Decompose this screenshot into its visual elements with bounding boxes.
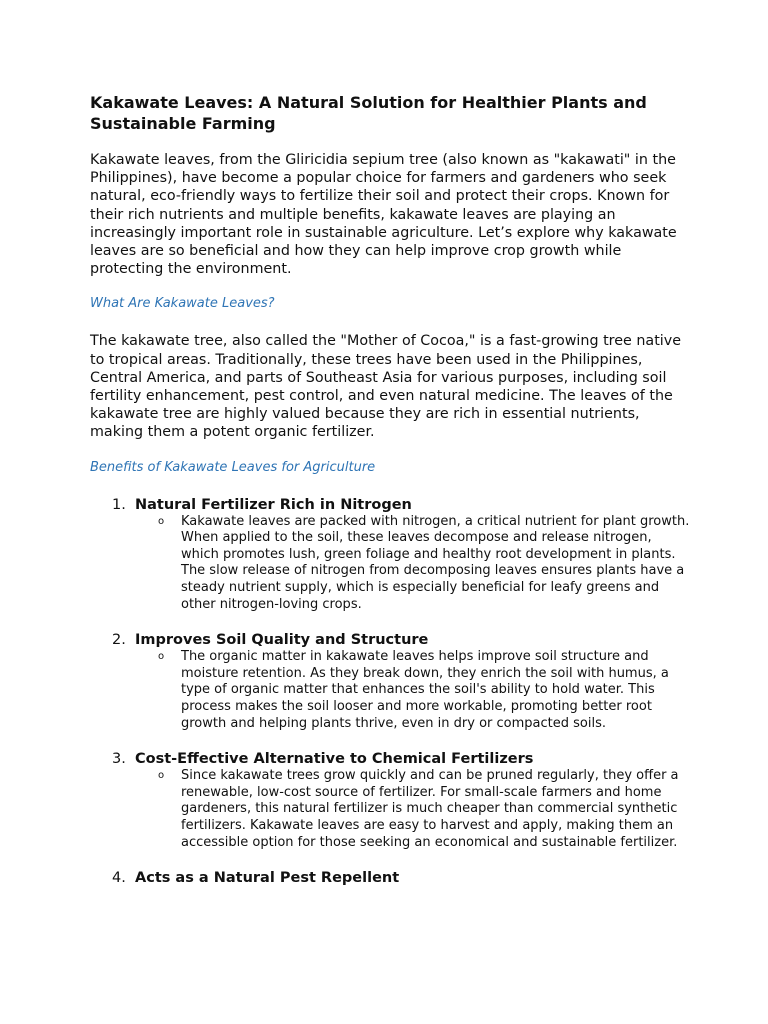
benefit-detail-bullet (135, 649, 690, 732)
benefit-detail: Since kakawate trees grow quickly and can be pruned regularly, they offer a renewable, low-cost source of fertilizer. For small-scale farmers and home gardeners, this natural fertilizer is much cheaper than commercial synthetic fertilizers. Kakawate leaves are easy to harvest and apply, making them an accessible option for those seeking an economical and sustainable fertilizer. (181, 768, 679, 850)
benefit-number: 4. (112, 870, 126, 887)
benefit-title: Natural Fertilizer Rich in Nitrogen (135, 496, 412, 513)
benefit-detail: The organic matter in kakawate leaves helps improve soil structure and moisture retention. As they break down, they enrich the soil with humus, a type of organic matter that enhances the soil's ability to hold water. This process makes the soil looser and more workable, promoting better root growth and helping plants thrive, even in dry or compacted soils. (181, 649, 669, 731)
benefit-title: Cost-Effective Alternative to Chemical Fertilizers (135, 751, 534, 768)
benefit-item-3 (90, 750, 690, 851)
benefit-title: Improves Soil Quality and Structure (135, 632, 429, 649)
hollow-bullet-icon: o (158, 770, 165, 782)
benefit-detail: Kakawate leaves are packed with nitrogen, a critical nutrient for plant growth. When applied to the soil, these leaves decompose and release nitrogen, which promotes lush, green foliage and healthy root development in plants. The slow release of nitrogen from decomposing leaves ensures plants have a steady nutrient supply, which is especially beneficial for leafy greens and other nitrogen-loving crops. (181, 513, 690, 612)
benefit-number: 1. (112, 496, 126, 513)
hollow-bullet-icon: o (158, 515, 165, 527)
benefit-number: 2. (112, 632, 126, 649)
hollow-bullet-icon: o (158, 651, 165, 663)
benefit-title: Acts as a Natural Pest Repellent (135, 870, 400, 887)
section-heading-benefits: Benefits of Kakawate Leaves for Agriculture (90, 459, 376, 475)
document-title: Kakawate Leaves: A Natural Solution for Healthier Plants and Sustainable Farming (90, 93, 647, 133)
benefits-list (90, 496, 690, 888)
benefit-number: 3. (112, 751, 126, 768)
document-page (90, 92, 690, 887)
intro-paragraph: Kakawate leaves, from the Gliricidia sepium tree (also known as "kakawati" in the Philippines), have become a popular choice for farmers and gardeners who seek natural, eco-friendly ways to fertilize their soil and protect their crops. Known for their rich nutrients and multiple benefits, kakawate leaves are playing an increasingly important role in sustainable agriculture. Let’s explore why kakawate leaves are so beneficial and how they can help improve crop growth while protecting the environment. (90, 152, 677, 278)
benefit-detail-bullet (135, 514, 690, 614)
benefit-detail-bullet (135, 768, 690, 851)
benefit-item-2 (90, 631, 690, 732)
benefit-item-4 (90, 869, 690, 887)
section-paragraph-what-are: The kakawate tree, also called the "Mother of Cocoa," is a fast-growing tree native to tropical areas. Traditionally, these trees have been used in the Philippines, Central America, and parts of Southeast Asia for various purposes, including soil fertility enhancement, pest control, and even natural medicine. The leaves of the kakawate tree are highly valued because they are rich in essential nutrients, making them a potent organic fertilizer. (90, 333, 682, 441)
benefit-item-1 (90, 496, 690, 614)
section-heading-what-are: What Are Kakawate Leaves? (90, 296, 275, 312)
